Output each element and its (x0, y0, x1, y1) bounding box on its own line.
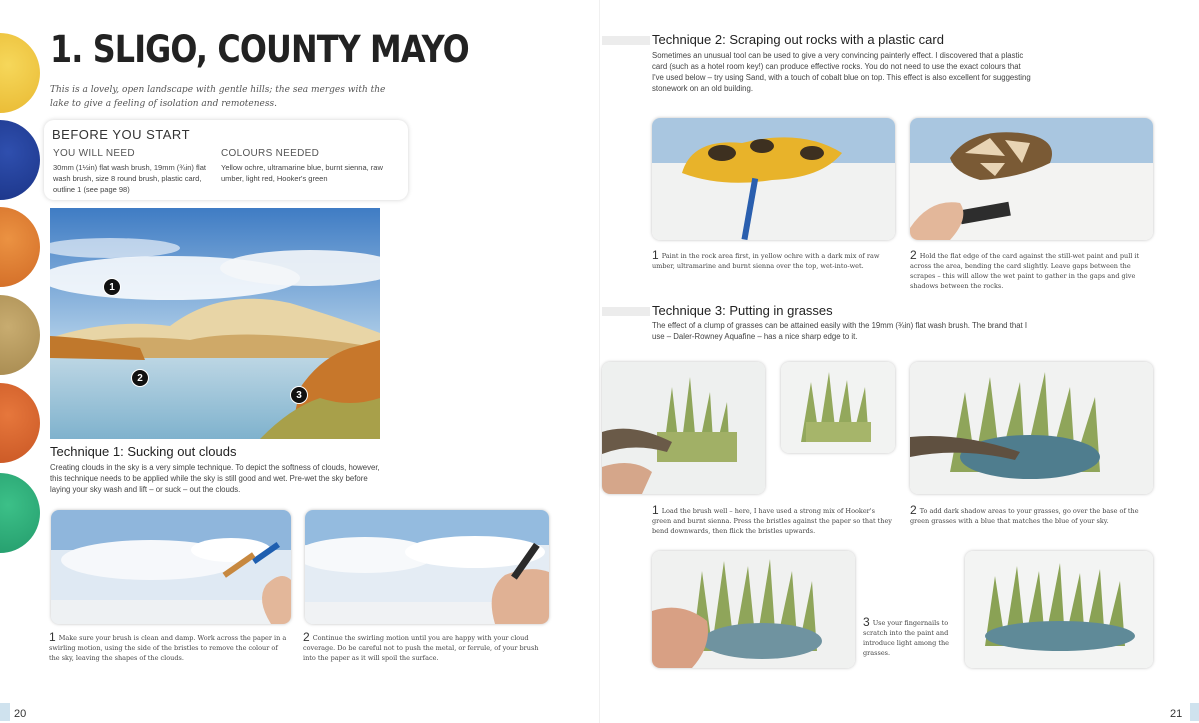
rocks-step-1-photo (652, 118, 895, 240)
technique-1-text: Creating clouds in the sky is a very simple technique. To depict the softness of clouds, however, this technique needs to be applied while the sky is still good and wet. Pre-wet the sky before laying your sky wash and lift – or suck – out the clouds. (50, 463, 380, 494)
painting-marker-3: 3 (290, 386, 308, 404)
technique-1-title: Technique 1: Sucking out clouds (50, 444, 237, 459)
caption-text: Hold the flat edge of the card against the still-wet paint and pull it across the area, bending the card slightly. Leave gaps between the scrapes – this will allow the wet paint to gather in the gaps and give shadows between the rocks. (910, 252, 1140, 290)
you-will-need-text: 30mm (1½in) flat wash brush, 19mm (¾in) flat wash brush, size 8 round brush, plastic card, outline 1 (see page 98) (53, 163, 206, 194)
caption-text: Continue the swirling motion until you are happy with your cloud coverage. Do be careful not to push the metal, or ferrule, of your brush into the paper as it will spoil the surface. (303, 634, 539, 662)
grass-step-3-photo (652, 551, 855, 668)
caption-text: Paint in the rock area first, in yellow ochre with a dark mix of raw umber, ultramarine and burnt sienna over the top, wet-into-wet. (652, 252, 880, 270)
clouds-caption-2 (303, 632, 548, 663)
page-tab-marker (0, 703, 10, 721)
swatch-hookers-green (0, 473, 40, 553)
grass-finished-photo (965, 551, 1153, 668)
grass-caption-2 (910, 505, 1155, 526)
caption-number: 3 (863, 615, 870, 629)
technique-2-text: Sometimes an unusual tool can be used to give a very convincing painterly effect. I discovered that a plastic card (such as a hotel room key!) can produce effective rocks. You do not need to use the exact colours that I've used below – try using Sand, with a touch of cobalt blue on top. This effect is also excellent for suggesting stonework on an old building. (652, 51, 1031, 93)
right-page (599, 0, 1199, 723)
caption-number: 2 (910, 503, 917, 517)
painting-marker-2: 2 (131, 369, 149, 387)
landscape-painting (50, 208, 380, 439)
clouds-step-2-photo (305, 510, 549, 624)
grass-step-1-photo (602, 362, 765, 494)
grass-caption-1 (652, 505, 892, 536)
clouds-step-1-photo (51, 510, 291, 624)
left-page (0, 0, 599, 723)
caption-text: Use your fingernails to scratch into the paint and introduce light among the grasses. (863, 619, 949, 657)
rocks-caption-1 (652, 250, 897, 271)
clouds-caption-1 (49, 632, 289, 663)
colours-needed-heading: COLOURS NEEDED (221, 148, 320, 159)
caption-number: 1 (49, 630, 56, 644)
you-will-need-heading: YOU WILL NEED (53, 148, 135, 159)
technique-2-title: Technique 2: Scraping out rocks with a plastic card (652, 32, 944, 47)
swatch-raw-umber (0, 295, 40, 375)
colours-needed-text: Yellow ochre, ultramarine blue, burnt sienna, raw umber, light red, Hooker's green (221, 163, 383, 183)
caption-number: 1 (652, 248, 659, 262)
page-title: 1. SLIGO, COUNTY MAYO (50, 28, 469, 71)
before-you-start-title: BEFORE YOU START (52, 127, 191, 142)
page-tab-marker (1190, 703, 1199, 721)
grass-bristles-detail-photo (781, 362, 895, 453)
page-number-right: 21 (1170, 708, 1183, 720)
technique-3-text: The effect of a clump of grasses can be attained easily with the 19mm (¾in) flat wash brush. The brand that I use – Daler-Rowney Aquafine – has a nice sharp edge to it. (652, 321, 1028, 341)
swatch-light-red (0, 383, 40, 463)
caption-text: To add dark shadow areas to your grasses, go over the base of the green grasses with a blue that matches the blue of your sky. (910, 507, 1139, 525)
swatch-ultramarine-blue (0, 120, 40, 200)
caption-number: 1 (652, 503, 659, 517)
caption-number: 2 (303, 630, 310, 644)
rocks-step-2-photo (910, 118, 1153, 240)
intro-text: This is a lovely, open landscape with gentle hills; the sea merges with the lake to give a feeling of isolation and remoteness. (50, 85, 386, 109)
painting-marker-1: 1 (103, 278, 121, 296)
page-number-left: 20 (14, 708, 27, 720)
grass-caption-3 (863, 617, 958, 658)
swatch-yellow-ochre (0, 33, 40, 113)
caption-number: 2 (910, 248, 917, 262)
rocks-caption-2 (910, 250, 1155, 291)
grass-step-2-photo (910, 362, 1153, 494)
caption-text: Load the brush well – here, I have used a strong mix of Hooker's green and burnt sienna. Press the bristles against the paper so that they bend downwards, then flick the bristles upwards. (652, 507, 892, 535)
caption-text: Make sure your brush is clean and damp. Work across the paper in a swirling motion, using the side of the bristles to remove the colour of the sky, leaving the shapes of the clouds. (49, 634, 287, 662)
heading-rule (602, 36, 650, 45)
before-you-start-box (44, 120, 408, 200)
swatch-burnt-sienna (0, 207, 40, 287)
technique-3-title: Technique 3: Putting in grasses (652, 303, 833, 318)
heading-rule (602, 307, 650, 316)
